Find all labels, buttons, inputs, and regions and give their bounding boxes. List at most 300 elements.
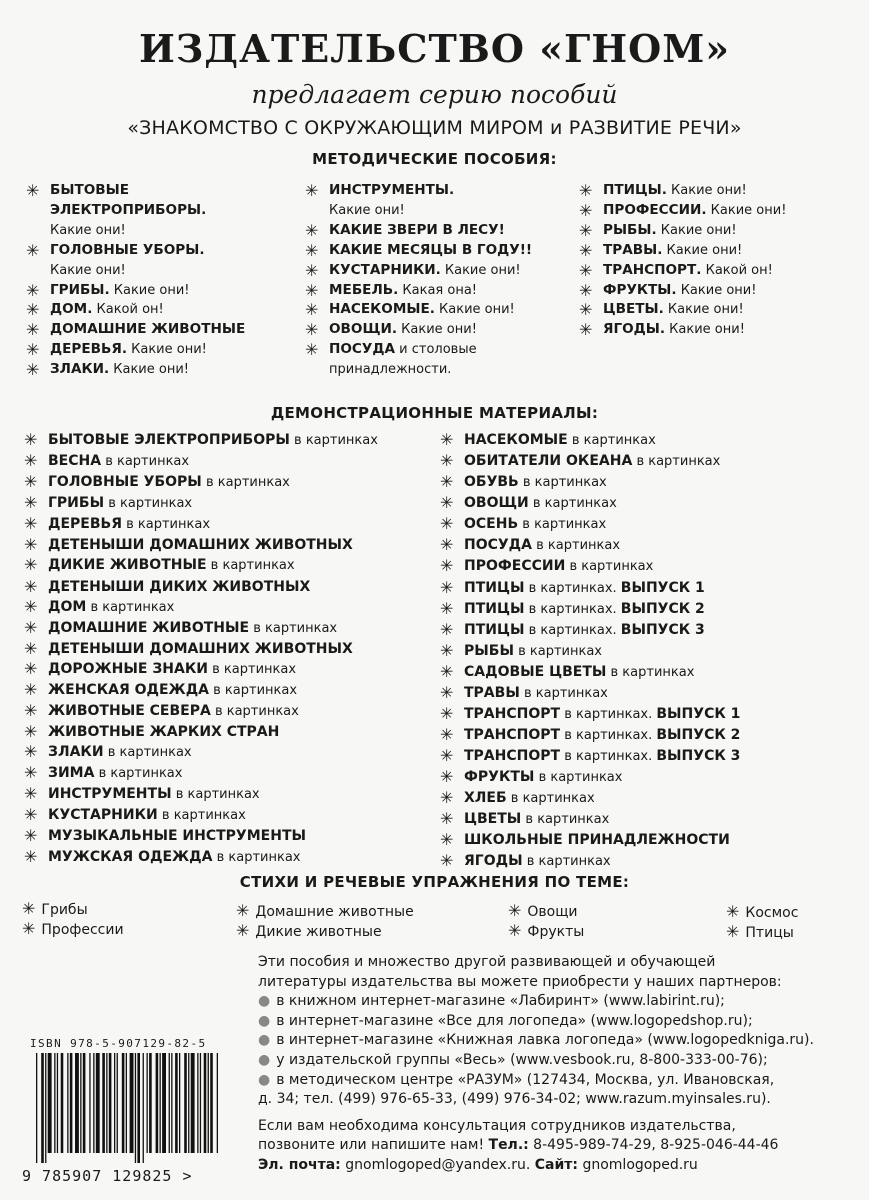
- asterisk-icon: ✳: [26, 320, 40, 340]
- item-note: в картинках: [534, 770, 623, 786]
- item-note: в картинках: [519, 685, 608, 701]
- asterisk-icon: ✳: [26, 280, 40, 300]
- item-issue: ВЫПУСК 2: [656, 727, 741, 744]
- barcode-bar: [96, 1053, 100, 1153]
- list-item: [440, 641, 740, 662]
- item-title: ПТИЦЫ: [464, 579, 525, 596]
- verse-item: ✳ Дикие животные: [236, 921, 382, 940]
- barcode-bar: [200, 1053, 201, 1153]
- item-title: КУСТАРНИКИ.: [329, 261, 441, 278]
- list-item: [24, 555, 378, 576]
- item-title: ОБУВЬ: [464, 474, 519, 491]
- item-title: ТРАНСПОРТ.: [603, 261, 702, 278]
- list-item: [440, 809, 740, 830]
- item-title: ДЕТЕНЫШИ ДОМАШНИХ ЖИВОТНЫХ: [48, 640, 353, 657]
- asterisk-icon: ✳: [24, 742, 38, 762]
- item-note: Какие они!: [666, 183, 747, 198]
- list-item: [440, 746, 740, 767]
- item-note: Какие они!: [706, 202, 787, 218]
- bullet-icon: ●: [258, 1032, 271, 1049]
- barcode-bar: [109, 1053, 112, 1153]
- barcode-number: 9 785907 129825 >: [22, 1167, 193, 1185]
- item-note: в картинках: [212, 849, 301, 865]
- barcode-bar: [45, 1053, 46, 1163]
- item-issue: ВЫПУСК 1: [656, 706, 741, 723]
- list-item: [24, 535, 378, 555]
- item-note: Какая она!: [398, 282, 478, 298]
- item-note: Какие они!: [109, 282, 190, 298]
- list-item: [24, 659, 378, 680]
- item-note: в картинках: [606, 664, 695, 680]
- list-item: [440, 514, 740, 535]
- asterisk-icon: ✳: [440, 746, 454, 766]
- list-item: [24, 847, 378, 868]
- barcode-bar: [126, 1053, 127, 1153]
- list-item: [24, 722, 378, 742]
- asterisk-icon: ✳: [305, 340, 319, 360]
- list-item: [440, 556, 740, 577]
- list-item: [305, 241, 532, 261]
- item-note: в картинках: [565, 559, 654, 575]
- item-title: ПТИЦЫ.: [603, 182, 667, 198]
- asterisk-icon: ✳: [24, 701, 38, 721]
- partner-line-cont: д. 34; тел. (499) 976-65-33, (499) 976-34-02; www.razum.myinsales.ru).: [258, 1091, 771, 1108]
- item-title: ГОЛОВНЫЕ УБОРЫ.: [50, 241, 205, 258]
- list-item: [26, 201, 245, 221]
- asterisk-icon: ✳: [24, 617, 38, 637]
- asterisk-icon: ✳: [440, 598, 454, 618]
- item-note: Какие они!: [656, 222, 737, 238]
- item-title: ХЛЕБ: [464, 790, 507, 807]
- methodical-col-1: [26, 181, 245, 380]
- asterisk-icon: ✳: [24, 535, 38, 555]
- asterisk-icon: ✳: [579, 280, 593, 300]
- partner-line: ● в интернет-магазине «Книжная лавка логопеда» (www.logopedkniga.ru).: [258, 1032, 814, 1049]
- item-title: ОБИТАТЕЛИ ОКЕАНА: [464, 453, 633, 470]
- asterisk-icon: ✳: [440, 704, 454, 724]
- item-title: ЗЛАКИ: [48, 744, 104, 761]
- list-item: [24, 701, 378, 722]
- item-title: ЗИМА: [48, 765, 95, 782]
- list-item: [579, 320, 786, 340]
- series-title: «ЗНАКОМСТВО С ОКРУЖАЮЩИМ МИРОМ и РАЗВИТИЕ РЕЧИ»: [127, 117, 742, 139]
- barcode-bar: [135, 1053, 136, 1163]
- asterisk-icon: ✳: [24, 658, 38, 678]
- barcode-bar: [48, 1053, 52, 1153]
- list-item: [26, 340, 245, 360]
- asterisk-icon: ✳: [305, 320, 319, 340]
- barcode-bar: [137, 1053, 140, 1163]
- item-title: ТРАВЫ.: [603, 241, 663, 258]
- item-title: ГОЛОВНЫЕ УБОРЫ: [48, 474, 202, 491]
- barcode-bar: [147, 1053, 148, 1153]
- item-note: принадлежности.: [329, 362, 452, 378]
- barcode-bar: [143, 1053, 144, 1163]
- barcode-bar: [179, 1053, 180, 1153]
- publisher-subtitle: предлагает серию пособий: [251, 80, 618, 109]
- item-note: Какие они!: [127, 342, 207, 358]
- item-note: Какие они!: [662, 242, 743, 258]
- barcode-bar: [160, 1053, 161, 1153]
- asterisk-icon: ✳: [26, 181, 40, 200]
- asterisk-icon: ✳: [24, 722, 38, 742]
- item-note: в картинках: [101, 454, 190, 470]
- list-item: [24, 577, 378, 597]
- item-title: ЗЛАКИ.: [50, 361, 110, 378]
- item-note: Какие они!: [329, 202, 405, 218]
- methodical-col-3: [579, 181, 786, 340]
- asterisk-icon: ✳: [24, 555, 38, 575]
- item-title: ИНСТРУМЕНТЫ.: [329, 182, 455, 198]
- list-item: [26, 360, 245, 380]
- item-note: Какие они!: [434, 302, 515, 318]
- item-issue: ВЫПУСК 2: [620, 600, 705, 617]
- list-item: [24, 742, 378, 763]
- asterisk-icon: ✳: [440, 767, 454, 787]
- methodical-col-2: [305, 181, 532, 380]
- item-title: ОВОЩИ: [464, 495, 529, 512]
- barcode-bar: [36, 1053, 37, 1163]
- item-note: в картинках.: [560, 749, 657, 765]
- item-title: ТРАВЫ: [464, 684, 520, 701]
- item-note: в картинках: [210, 704, 299, 720]
- list-item: [579, 201, 786, 221]
- item-title: ЖИВОТНЫЕ ЖАРКИХ СТРАН: [48, 724, 280, 741]
- asterisk-icon: ✳: [305, 181, 319, 200]
- list-item: [440, 535, 740, 556]
- barcode-bar: [80, 1053, 81, 1153]
- item-title: ПОСУДА: [329, 341, 396, 358]
- asterisk-icon: ✳: [24, 451, 38, 471]
- contact-web: Эл. почта: gnomlogoped@yandex.ru. Сайт: gnomlogoped.ru: [258, 1156, 698, 1173]
- verse-item: ✳ Грибы: [22, 899, 88, 918]
- list-item: [26, 261, 245, 281]
- barcode-bar: [208, 1053, 209, 1153]
- asterisk-icon: ✳: [22, 899, 36, 918]
- list-item: [440, 683, 740, 704]
- verse-item: ✳ Домашние животные: [236, 901, 414, 920]
- list-item: [26, 181, 245, 201]
- barcode-bar: [171, 1053, 172, 1153]
- item-title: ПРОФЕССИИ.: [603, 201, 707, 218]
- barcode-bar: [169, 1053, 170, 1153]
- asterisk-icon: ✳: [440, 661, 454, 681]
- item-note: в картинках: [86, 599, 175, 615]
- item-note: в картинках: [506, 791, 595, 807]
- asterisk-icon: ✳: [440, 577, 454, 597]
- list-item: [440, 662, 740, 683]
- asterisk-icon: ✳: [579, 220, 593, 240]
- barcode-bar: [197, 1053, 198, 1153]
- item-note: в картинках: [532, 538, 621, 554]
- asterisk-icon: ✳: [305, 240, 319, 260]
- list-item: [440, 767, 740, 788]
- asterisk-icon: ✳: [579, 300, 593, 320]
- asterisk-icon: ✳: [440, 451, 454, 471]
- item-title: МУЗЫКАЛЬНЫЕ ИНСТРУМЕНТЫ: [48, 828, 306, 845]
- asterisk-icon: ✳: [26, 360, 40, 380]
- item-title: ДОМАШНИЕ ЖИВОТНЫЕ: [48, 619, 250, 636]
- partner-line: ● у издательской группы «Весь» (www.vesbook.ru, 8-800-333-00-76);: [258, 1051, 768, 1068]
- item-title: ЖИВОТНЫЕ СЕВЕРА: [48, 703, 211, 720]
- asterisk-icon: ✳: [24, 493, 38, 513]
- item-title: МУЖСКАЯ ОДЕЖДА: [48, 848, 213, 865]
- barcode-bar: [114, 1053, 115, 1153]
- item-note: в картинках: [104, 496, 193, 512]
- asterisk-icon: ✳: [26, 340, 40, 360]
- item-title: БЫТОВЫЕ ЭЛЕКТРОПРИБОРЫ: [48, 432, 290, 448]
- partner-line: ● в интернет-магазине «Все для логопеда» (www.logopedshop.ru);: [258, 1012, 753, 1029]
- barcode-bar: [156, 1053, 159, 1153]
- asterisk-icon: ✳: [24, 679, 38, 699]
- asterisk-icon: ✳: [305, 260, 319, 280]
- item-note: Какие они!: [440, 262, 521, 278]
- asterisk-icon: ✳: [579, 240, 593, 260]
- item-note: в картинках: [567, 433, 656, 448]
- isbn-text: ISBN 978-5-907129-82-5: [30, 1037, 207, 1050]
- bullet-icon: ●: [258, 1012, 271, 1029]
- list-item: [305, 340, 532, 360]
- list-item: [305, 221, 532, 241]
- list-item: [440, 599, 740, 620]
- bullet-icon: ●: [258, 993, 271, 1010]
- demo-col-1: [24, 430, 378, 868]
- item-note: в картинках: [632, 454, 721, 470]
- item-title: НАСЕКОМЫЕ: [464, 432, 568, 448]
- item-note: в картинках: [528, 496, 617, 512]
- item-note: в картинках.: [560, 707, 657, 723]
- asterisk-icon: ✳: [24, 763, 38, 783]
- item-title: ОВОЩИ.: [329, 321, 398, 338]
- list-item: [440, 493, 740, 514]
- item-title: РЫБЫ: [464, 642, 514, 659]
- list-item: [305, 201, 532, 221]
- item-note: в картинках: [208, 661, 297, 677]
- list-item: [305, 281, 532, 301]
- item-title: КАКИЕ ЗВЕРИ В ЛЕСУ!: [329, 221, 505, 238]
- verse-item: ✳ Птицы: [726, 922, 794, 941]
- item-title: ГРИБЫ: [48, 495, 105, 512]
- info-text: Эти пособия и множество другой развивающей и обучающей: [258, 954, 716, 970]
- item-title: ВЕСНА: [48, 453, 102, 470]
- item-note: в картинках: [171, 787, 260, 803]
- list-item: [305, 320, 532, 340]
- barcode-bar: [149, 1053, 152, 1153]
- item-title: ЯГОДЫ: [464, 852, 523, 869]
- list-item: [440, 472, 740, 493]
- list-item: [440, 578, 740, 599]
- publisher-title: ИЗДАТЕЛЬСТВО «ГНОМ»: [138, 26, 731, 71]
- item-note: в картинках: [289, 433, 378, 448]
- asterisk-icon: ✳: [24, 846, 38, 866]
- item-note: в картинках: [518, 475, 607, 491]
- asterisk-icon: ✳: [508, 921, 522, 940]
- asterisk-icon: ✳: [24, 805, 38, 825]
- item-title: ПТИЦЫ: [464, 621, 525, 638]
- asterisk-icon: ✳: [440, 493, 454, 513]
- list-item: [440, 620, 740, 641]
- item-title: ЖЕНСКАЯ ОДЕЖДА: [48, 681, 209, 698]
- item-note: в картинках: [518, 517, 607, 533]
- item-note: в картинках.: [524, 622, 621, 638]
- barcode-bar: [217, 1053, 218, 1153]
- list-item: [579, 300, 786, 320]
- item-note: в картинках.: [524, 601, 621, 617]
- methodical-heading: МЕТОДИЧЕСКИЕ ПОСОБИЯ:: [312, 150, 557, 168]
- barcode-bar: [75, 1053, 79, 1153]
- item-title: ДОРОЖНЫЕ ЗНАКИ: [48, 660, 208, 677]
- verse-item: ✳ Профессии: [22, 919, 124, 938]
- item-note: Какие они!: [50, 222, 126, 238]
- asterisk-icon: ✳: [440, 640, 454, 660]
- asterisk-icon: ✳: [440, 535, 454, 555]
- asterisk-icon: ✳: [440, 809, 454, 829]
- barcode-bar: [175, 1053, 178, 1153]
- item-note: Какой он!: [701, 262, 773, 278]
- bullet-icon: ●: [258, 1071, 271, 1088]
- asterisk-icon: ✳: [305, 300, 319, 320]
- list-item: [305, 360, 532, 380]
- item-title: ИНСТРУМЕНТЫ: [48, 786, 172, 803]
- barcode-bar: [191, 1053, 195, 1153]
- item-title: ШКОЛЬНЫЕ ПРИНАДЛЕЖНОСТИ: [464, 832, 730, 849]
- list-item: [579, 221, 786, 241]
- list-item: [26, 320, 245, 340]
- list-item: [24, 639, 378, 659]
- list-item: [24, 784, 378, 805]
- list-item: [305, 181, 532, 201]
- item-title: ТРАНСПОРТ: [464, 727, 561, 744]
- list-item: [24, 618, 378, 639]
- asterisk-icon: ✳: [236, 901, 250, 920]
- asterisk-icon: ✳: [440, 830, 454, 850]
- item-title: КАКИЕ МЕСЯЦЫ В ГОДУ!!: [329, 241, 533, 258]
- barcode-bar: [57, 1053, 58, 1153]
- item-title: ДИКИЕ ЖИВОТНЫЕ: [48, 557, 207, 574]
- asterisk-icon: ✳: [24, 514, 38, 534]
- asterisk-icon: ✳: [24, 784, 38, 804]
- item-title: РЫБЫ.: [603, 221, 657, 238]
- asterisk-icon: ✳: [26, 240, 40, 260]
- demo-heading: ДЕМОНСТРАЦИОННЫЕ МАТЕРИАЛЫ:: [270, 404, 599, 422]
- barcode-bar: [122, 1053, 125, 1153]
- partners-info: [258, 953, 838, 1176]
- barcode-bar: [61, 1053, 64, 1153]
- bullet-icon: ●: [258, 1051, 271, 1068]
- list-item: [579, 241, 786, 261]
- asterisk-icon: ✳: [440, 850, 454, 870]
- list-item: [579, 261, 786, 281]
- barcode-bar: [102, 1053, 105, 1153]
- item-title: ДОМ: [48, 598, 87, 615]
- partner-line: ● в книжном интернет-магазине «Лабиринт» (www.labirint.ru);: [258, 993, 725, 1010]
- item-title: ДОМАШНИЕ ЖИВОТНЫЕ: [50, 321, 246, 338]
- info-text: литературы издательства вы можете приобрести у наших партнеров:: [258, 973, 782, 990]
- barcode-bars: [34, 1053, 224, 1163]
- asterisk-icon: ✳: [236, 921, 250, 940]
- asterisk-icon: ✳: [26, 300, 40, 320]
- verse-item: ✳ Космос: [726, 902, 799, 921]
- list-item: [305, 261, 532, 281]
- list-item: [24, 514, 378, 535]
- item-title: ГРИБЫ.: [50, 281, 110, 298]
- asterisk-icon: ✳: [440, 788, 454, 808]
- list-item: [24, 826, 378, 846]
- barcode-bar: [67, 1053, 68, 1153]
- asterisk-icon: ✳: [579, 260, 593, 280]
- item-note: в картинках: [522, 853, 611, 869]
- item-title: ОСЕНЬ: [464, 516, 519, 533]
- item-note: в картинках: [157, 808, 246, 824]
- item-issue: ВЫПУСК 3: [656, 748, 741, 765]
- verse-item: ✳ Овощи: [508, 901, 578, 920]
- asterisk-icon: ✳: [22, 919, 36, 938]
- item-note: в картинках.: [560, 728, 657, 744]
- asterisk-icon: ✳: [508, 901, 522, 920]
- verses-heading: СТИХИ И РЕЧЕВЫЕ УПРАЖНЕНИЯ ПО ТЕМЕ:: [239, 873, 630, 891]
- barcode-bar: [93, 1053, 94, 1153]
- barcode-bar: [83, 1053, 86, 1153]
- asterisk-icon: ✳: [305, 280, 319, 300]
- item-title: ЦВЕТЫ: [464, 811, 522, 828]
- item-note: в картинках: [521, 812, 610, 828]
- list-item: [26, 221, 245, 241]
- item-title: ФРУКТЫ.: [603, 281, 677, 298]
- asterisk-icon: ✳: [305, 220, 319, 240]
- item-title: ДЕРЕВЬЯ: [48, 516, 122, 533]
- asterisk-icon: ✳: [726, 902, 740, 921]
- barcode-bar: [70, 1053, 73, 1153]
- barcode-bar: [210, 1053, 213, 1153]
- barcode-bar: [41, 1053, 44, 1163]
- item-title: ТРАНСПОРТ: [464, 748, 561, 765]
- list-item: [579, 181, 786, 201]
- item-note: в картинках: [201, 475, 290, 491]
- item-note: в картинках: [103, 745, 192, 761]
- item-title: МЕБЕЛЬ.: [329, 281, 399, 298]
- item-title: ТРАНСПОРТ: [464, 706, 561, 723]
- item-note: Какие они!: [663, 302, 744, 318]
- verse-item: ✳ Фрукты: [508, 921, 585, 940]
- list-item: [24, 472, 378, 493]
- partner-line: ● в методическом центре «РАЗУМ» (127434, Москва, ул. Ивановская,: [258, 1071, 775, 1088]
- asterisk-icon: ✳: [440, 619, 454, 639]
- barcode-bar: [89, 1053, 90, 1153]
- list-item: [440, 851, 740, 872]
- list-item: [26, 241, 245, 261]
- list-item: [24, 430, 378, 451]
- list-item: [24, 493, 378, 514]
- item-title: ДЕРЕВЬЯ.: [50, 341, 127, 358]
- item-note: в картинках: [94, 766, 183, 782]
- item-title: САДОВЫЕ ЦВЕТЫ: [464, 663, 607, 680]
- barcode-bar: [162, 1053, 166, 1153]
- list-item: [440, 725, 740, 746]
- asterisk-icon: ✳: [24, 826, 38, 846]
- item-title: БЫТОВЫЕ: [50, 182, 130, 198]
- asterisk-icon: ✳: [579, 181, 593, 200]
- asterisk-icon: ✳: [24, 430, 38, 449]
- item-title: ФРУКТЫ: [464, 769, 535, 786]
- item-note: в картинках.: [524, 580, 621, 596]
- list-item: [440, 830, 740, 850]
- contact-phone: позвоните или напишите нам! Тел.: 8-495-989-74-29, 8-925-046-44-46: [258, 1137, 779, 1154]
- list-item: [440, 704, 740, 725]
- asterisk-icon: ✳: [24, 472, 38, 492]
- asterisk-icon: ✳: [440, 725, 454, 745]
- item-title: ПТИЦЫ: [464, 600, 525, 617]
- item-note: в картинках: [206, 558, 295, 574]
